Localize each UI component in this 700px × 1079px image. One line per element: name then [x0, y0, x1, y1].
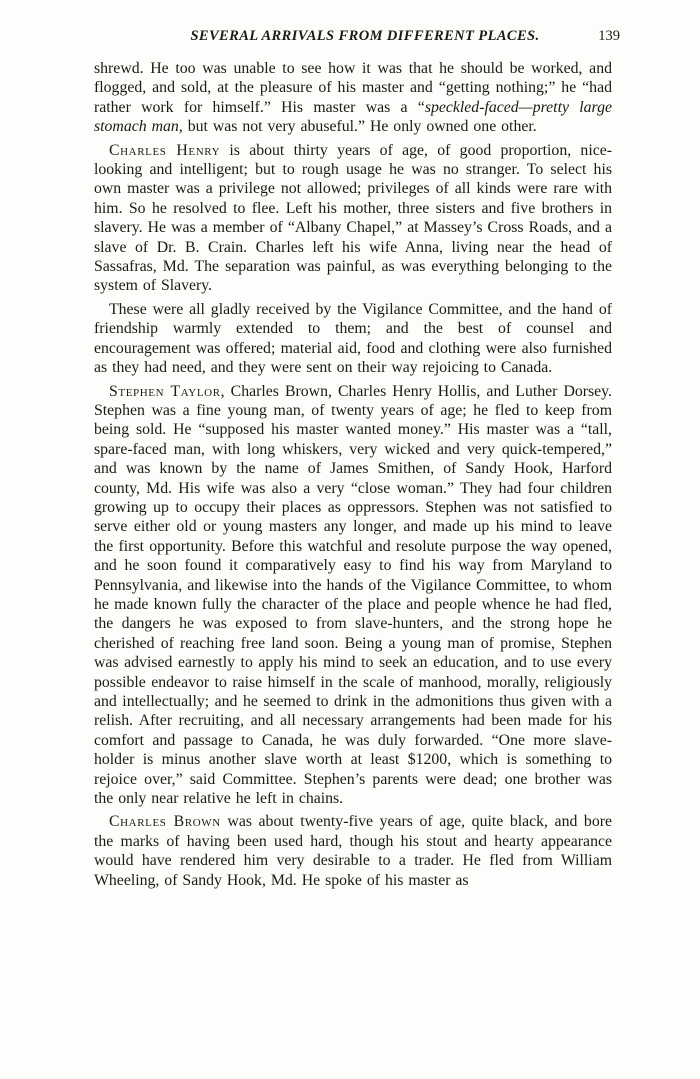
page-number: 139	[598, 28, 620, 44]
text-segment-smallcaps: Charles Brown	[109, 813, 221, 831]
text-segment: was about twenty-five years of age, quite black, and bore the marks of having been used hard, though his stout and hearty appearance would have rendered him very desirable to a trader. He fled from William Wheeling, of Sandy Hook, Md. He spoke of his master as	[94, 813, 612, 889]
paragraph-vigilance-committee	[94, 300, 612, 378]
paragraph-charles-brown	[94, 812, 612, 890]
text-segment: , Charles Brown, Charles Henry Hollis, and Luther Dorsey. Stephen was a fine young man, of twenty years of age; he fled to keep from being sold. He “supposed his master wanted money.” His master was a “tall, spare-faced man, with long whiskers, very wicked and very quick-tempered,” and was known by the name of James Smithen, of Sandy Hook, Harford county, Md. His wife was also a very “close woman.” They had four children growing up to occupy their places as oppressors. Stephen was not satisfied to serve either old or young masters any longer, and made up his mind to leave the first opportunity. Before this watchful and resolute purpose the way opened, and he soon found it comparatively easy to find his way from Maryland to Pennsylvania, and likewise into the hands of the Vigilance Committee, to whom he made known fully the character of the place and people whence he had fled, the dangers he was exposed to from slave-hunters, and the strong hope he cherished of reaching free land soon. Being a young man of promise, Stephen was advised earnestly to apply his mind to seek an education, and to use every possible endeavor to raise himself in the scale of manhood, morally, religiously and intellectually; and he seemed to drink in the admonitions thus given with a relish. After recruiting, and all necessary arrangements had been made for his comfort and passage to Canada, he was duly forwarded. “One more slave-holder is minus another slave worth at least $1200, which is something to rejoice over,” said Committee. Stephen’s parents were dead; one brother was the only near relative he left in chains.	[94, 382, 613, 808]
running-head	[94, 27, 620, 47]
text-segment: is about thirty years of age, of good proportion, nice-looking and intelligent; but to rough usage he was no stranger. To select his own master was a privilege not allowed; privileges of all kinds were rare with him. So he resolved to flee. Left his mother, three sisters and five brothers in slavery. He was a member of “Albany Chapel,” at Massey’s Cross Roads, and a slave of Dr. B. Crain. Charles left his wife Anna, living near the head of Sassafras, Md. The separation was painful, as was everything belonging to the system of Slavery.	[94, 141, 613, 295]
text-segment: These were all gladly received by the Vigilance Committee, and the hand of friendship warmly extended to them; and the best of counsel and encouragement was offered; material aid, food and clothing were also furnished as they had need, and they were sent on their way rejoicing to Canada.	[94, 300, 612, 377]
text-segment: , but was not very abuseful.” He only owned one other.	[178, 118, 537, 136]
text-segment-smallcaps: Charles Henry	[109, 141, 221, 159]
paragraph-shrewd-continuation	[94, 59, 612, 137]
paragraph-charles-henry	[94, 141, 612, 296]
paragraph-stephen-taylor	[94, 382, 612, 809]
page-text	[94, 59, 612, 890]
running-title: SEVERAL ARRIVALS FROM DIFFERENT PLACES.	[190, 28, 540, 44]
text-segment-smallcaps: Stephen Taylor	[109, 382, 221, 400]
text-segment: shrewd. He too was unable to see how it was that he should be worked, and flogged, and sold, at the pleasure of his master and “getting nothing;” he “had rather work for himself.” His master was a “	[94, 60, 612, 116]
text-segment-italic: speckled-faced—pretty large stomach man	[94, 98, 612, 136]
